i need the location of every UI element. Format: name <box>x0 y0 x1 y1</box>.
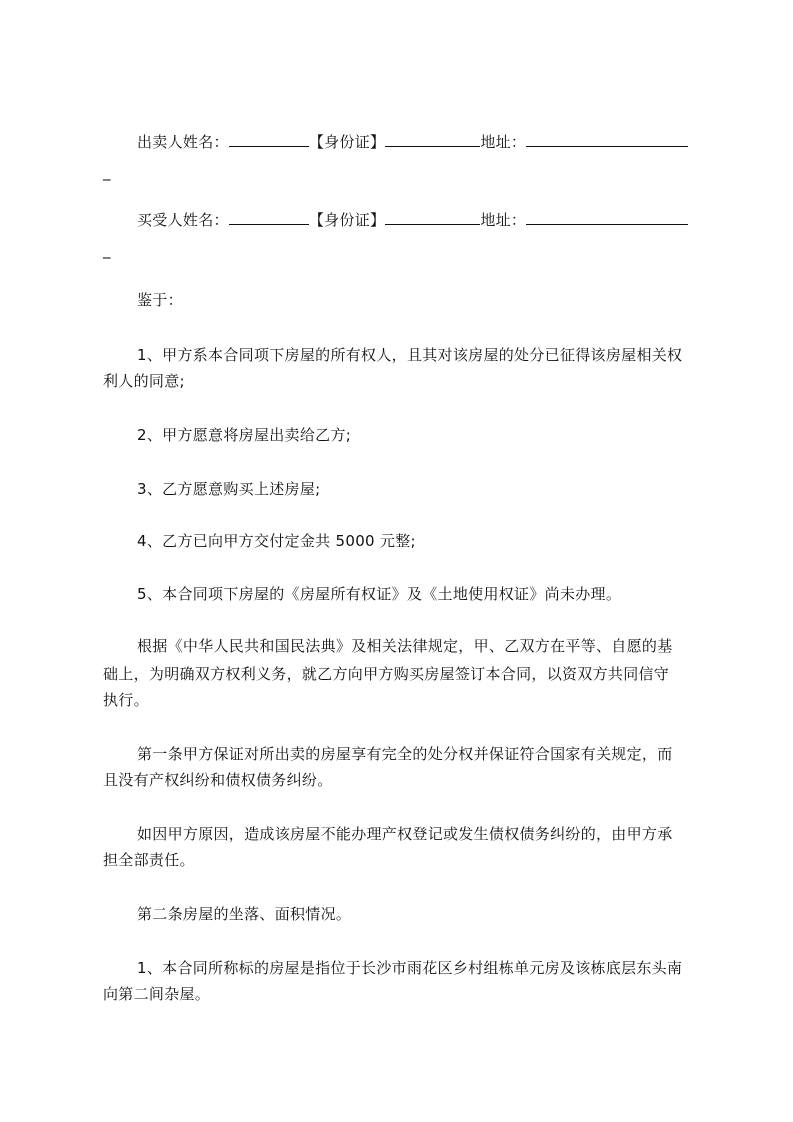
buyer-id-label: 【身份证】 <box>308 211 386 229</box>
seller-line-tail: _ <box>103 163 111 181</box>
item-4: 4、乙方已向甲方交付定金共 5000 元整; <box>137 532 416 550</box>
item-1-line-1: 1、甲方系本合同项下房屋的所有权人，且其对该房屋的处分已征得该房屋相关权 <box>137 346 683 364</box>
buyer-name-label: 买受人姓名： <box>137 211 229 229</box>
article-2-item-1-line-1: 1、本合同所称标的房屋是指位于长沙市雨花区乡村组栋单元房及该栋底层东头南 <box>137 959 683 977</box>
buyer-address-blank[interactable] <box>526 210 688 225</box>
basis-line-3: 执行。 <box>103 691 149 709</box>
item-1-line-2: 利人的同意; <box>103 372 185 390</box>
liability-line-2: 担全部责任。 <box>103 851 195 869</box>
item-3: 3、乙方愿意购买上述房屋; <box>137 480 321 498</box>
basis-line-1: 根据《中华人民共和国民法典》及相关法律规定，甲、乙双方在平等、自愿的基 <box>137 637 673 655</box>
buyer-info-line <box>137 210 747 230</box>
seller-id-blank[interactable] <box>385 132 480 147</box>
buyer-name-blank[interactable] <box>229 210 309 225</box>
seller-name-label: 出卖人姓名： <box>137 133 229 151</box>
buyer-address-label: 地址： <box>480 211 527 229</box>
seller-address-label: 地址： <box>480 133 527 151</box>
basis-line-2: 础上，为明确双方权利义务，就乙方向甲方购买房屋签订本合同，以资双方共同信守 <box>103 665 670 683</box>
buyer-id-blank[interactable] <box>385 210 480 225</box>
buyer-line-tail: _ <box>103 241 111 259</box>
seller-info-line <box>137 132 747 152</box>
article-2-title: 第二条房屋的坐落、面积情况。 <box>137 905 352 923</box>
article-1-line-1: 第一条甲方保证对所出卖的房屋享有完全的处分权并保证符合国家有关规定，而 <box>137 745 673 763</box>
article-1-line-2: 且没有产权纠纷和债权债务纠纷。 <box>103 771 333 789</box>
item-2: 2、甲方愿意将房屋出卖给乙方; <box>137 426 352 444</box>
seller-address-blank[interactable] <box>526 132 688 147</box>
article-2-item-1-line-2: 向第二间杂屋。 <box>103 985 211 1003</box>
seller-id-label: 【身份证】 <box>308 133 386 151</box>
whereas-heading: 鉴于： <box>137 291 183 309</box>
item-5: 5、本合同项下房屋的《房屋所有权证》及《土地使用权证》尚未办理。 <box>137 585 622 603</box>
liability-line-1: 如因甲方原因，造成该房屋不能办理产权登记或发生债权债务纠纷的，由甲方承 <box>137 825 673 843</box>
seller-name-blank[interactable] <box>229 132 309 147</box>
